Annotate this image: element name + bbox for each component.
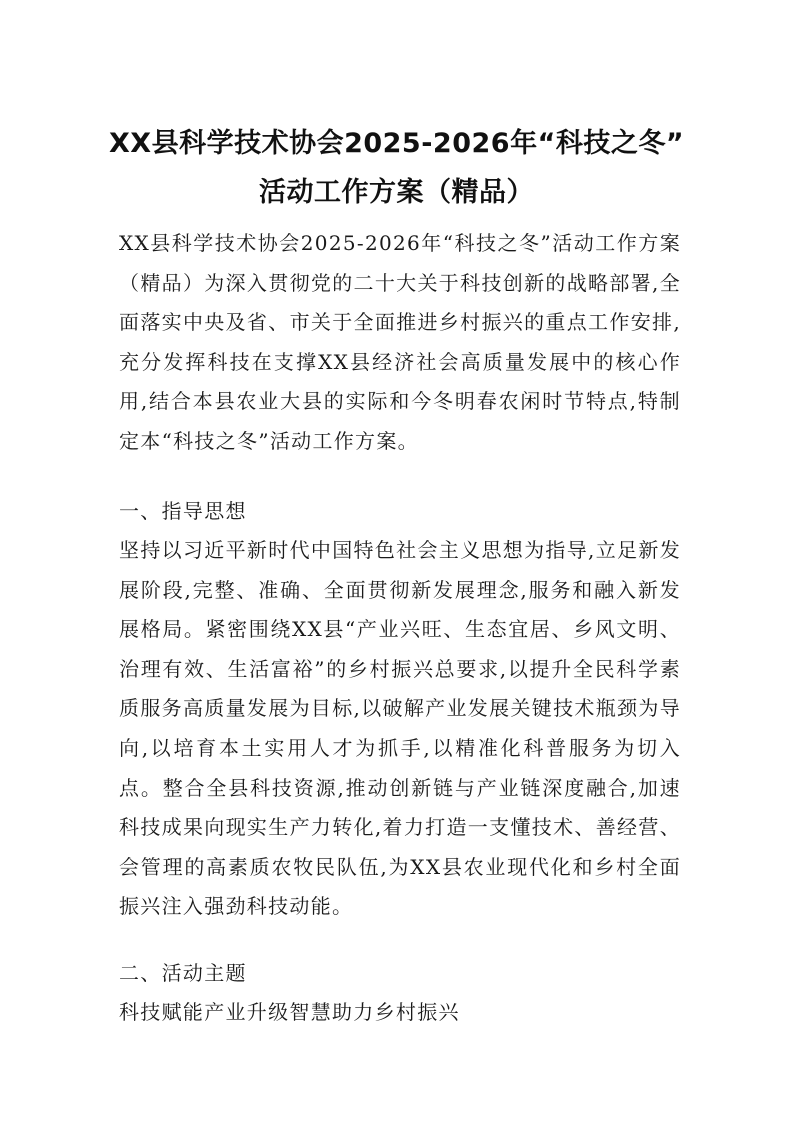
intro-paragraph: XX县科学技术协会2025-2026年“科技之冬”活动工作方案（精品）为深入贯彻党的二十大关于科技创新的战略部署,全面落实中央及省、市关于全面推进乡村振兴的重点工作安排,充分发挥科技在支撑XX县经济社会高质量发展中的核心作用,结合本县农业大县的实际和今冬明春农闲时节特点,特制定本“科技之冬”活动工作方案。: [119, 231, 681, 453]
guiding-ideology-paragraph: 坚持以习近平新时代中国特色社会主义思想为指导,立足新发展阶段,完整、准确、全面贯彻新发展理念,服务和融入新发展格局。紧密围绕XX县“产业兴旺、生态宜居、乡风文明、治理有效、生活富裕”的乡村振兴总要求,以提升全民科学素质服务高质量发展为目标,以破解产业发展关键技术瓶颈为导向,以培育本土实用人才为抓手,以精准化科普服务为切入点。整合全县科技资源,推动创新链与产业链深度融合,加速科技成果向现实生产力转化,着力打造一支懂技术、善经营、会管理的高素质农牧民队伍,为XX县农业现代化和乡村全面振兴注入强劲科技动能。: [119, 538, 681, 919]
section-heading-activity-theme: 二、活动主题: [119, 961, 247, 985]
activity-theme-text: 科技赋能产业升级智慧助力乡村振兴: [119, 1000, 460, 1024]
document-title-line-1: XX县科学技术协会2025-2026年“科技之冬”: [108, 128, 685, 159]
document-title-line-2: 活动工作方案（精品）: [259, 177, 534, 208]
section-heading-guiding-ideology: 一、指导思想: [119, 499, 247, 523]
